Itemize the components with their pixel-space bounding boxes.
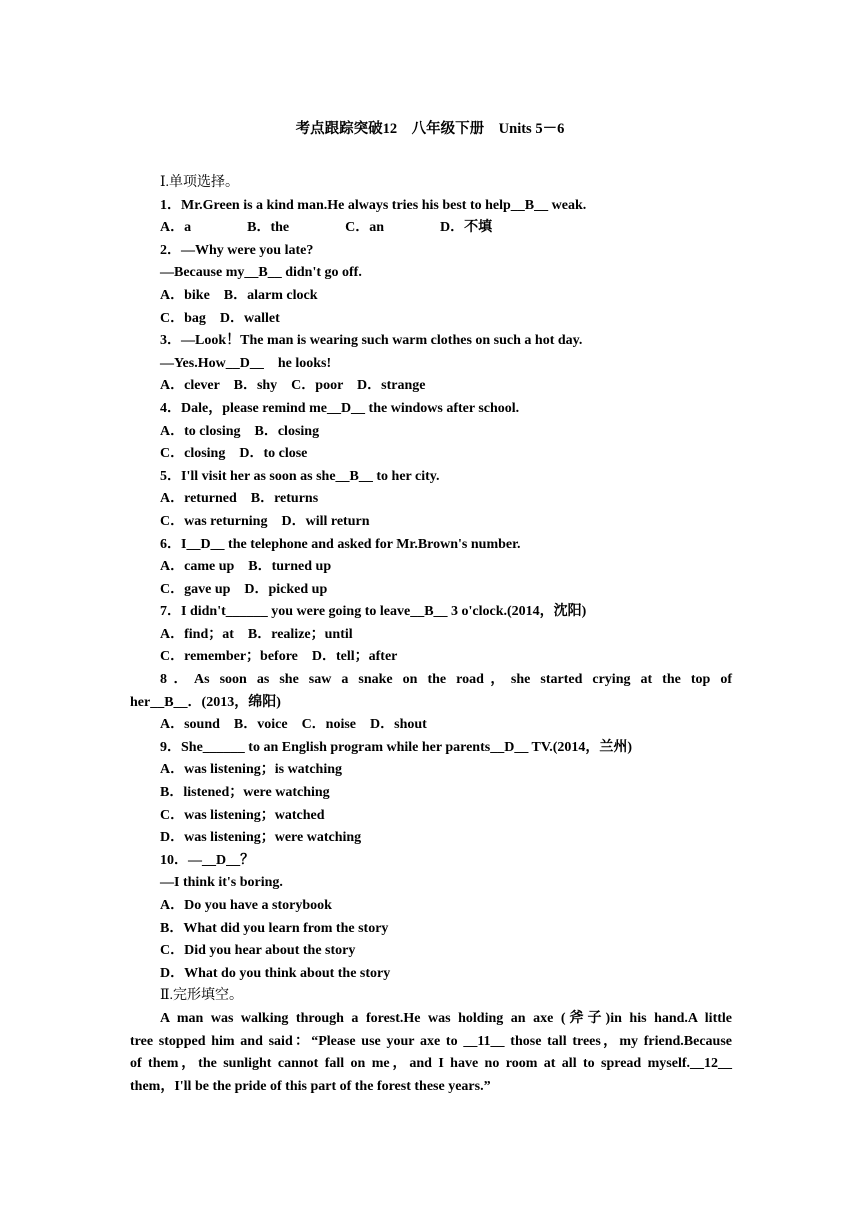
question-9-option-a: A．was listening；is watching (160, 762, 343, 778)
question-3-options: A．clever B．shy C．poor D．strange (160, 378, 426, 394)
question-9: 9．She______ to an English program while her parents__D__ TV.(2014，兰州) (160, 739, 633, 755)
question-4-options-ab: A．to closing B．closing (160, 423, 320, 439)
question-10-option-c: C．Did you hear about the story (160, 943, 356, 959)
question-7: 7．I didn't______ you were going to leave__B__ 3 o'clock.(2014，沈阳) (160, 604, 587, 620)
question-4: 4．Dale，please remind me__D__ the windows after school. (160, 400, 520, 416)
cloze-paragraph-line-4: them，I'll be the pride of this part of the forest these years.” (130, 1078, 491, 1094)
question-5: 5．I'll visit her as soon as she__B__ to her city. (160, 468, 440, 484)
question-2-reply: —Because my__B__ didn't go off. (160, 265, 362, 281)
question-10-reply: —I think it's boring. (160, 875, 283, 891)
cloze-paragraph-line-2: tree stopped him and said：“Please use your axe to __11__ those tall trees，my friend.Because (130, 1033, 732, 1049)
question-10: 10．—__D__？ (160, 852, 255, 868)
question-3-reply: —Yes.How__D__ he looks! (160, 355, 332, 371)
question-3: 3．—Look！The man is wearing such warm clothes on such a hot day. (160, 333, 583, 349)
question-2-options-ab: A．bike B．alarm clock (160, 287, 318, 303)
question-6-options-ab: A．came up B．turned up (160, 559, 332, 575)
question-7-options-ab: A．find；at B．realize；until (160, 626, 353, 642)
question-9-option-d: D．was listening；were watching (160, 830, 362, 846)
question-2: 2．—Why were you late? (160, 242, 314, 258)
question-list (0, 172, 860, 1098)
question-5-options-ab: A．returned B．returns (160, 491, 319, 507)
question-1: 1．Mr.Green is a kind man.He always tries his best to help__B__ weak. (160, 197, 587, 213)
section-heading-single-choice: Ⅰ.单项选择。 (160, 175, 240, 190)
question-10-option-a: A．Do you have a storybook (160, 898, 332, 913)
question-8-options: A．sound B．voice C．noise D．shout (160, 717, 427, 733)
page-title: 考点跟踪突破12 八年级下册 Units 5－6 (295, 121, 565, 137)
question-6: 6．I__D__ the telephone and asked for Mr.Brown's number. (160, 536, 521, 552)
cloze-paragraph-line-3: of them，the sunlight cannot fall on me，and I have no room at all to spread myself.__12__ (130, 1056, 732, 1072)
question-5-options-cd: C．was returning D．will return (160, 513, 370, 529)
question-10-option-d: D．What do you think about the story (160, 965, 391, 981)
question-9-option-c: C．was listening；watched (160, 807, 325, 823)
question-2-options-cd: C．bag D．wallet (160, 310, 280, 326)
section-heading-cloze: Ⅱ.完形填空。 (160, 988, 244, 1004)
question-8: 8．As soon as she saw a snake on the road，she started crying at the top of (160, 672, 732, 688)
question-9-option-b: B．listened；were watching (160, 785, 330, 801)
cloze-paragraph-line-1: A man was walking through a forest.He was holding an axe (斧子)in his hand.A little (160, 1010, 732, 1026)
question-1-options: A．a B．the C．an D．不填 (160, 220, 493, 236)
question-4-options-cd: C．closing D．to close (160, 446, 308, 462)
question-7-options-cd: C．remember；before D．tell；after (160, 649, 398, 665)
question-6-options-cd: C．gave up D．picked up (160, 581, 328, 597)
question-8-continued: her__B__．(2013，绵阳) (130, 694, 281, 710)
question-10-option-b: B．What did you learn from the story (160, 920, 389, 936)
